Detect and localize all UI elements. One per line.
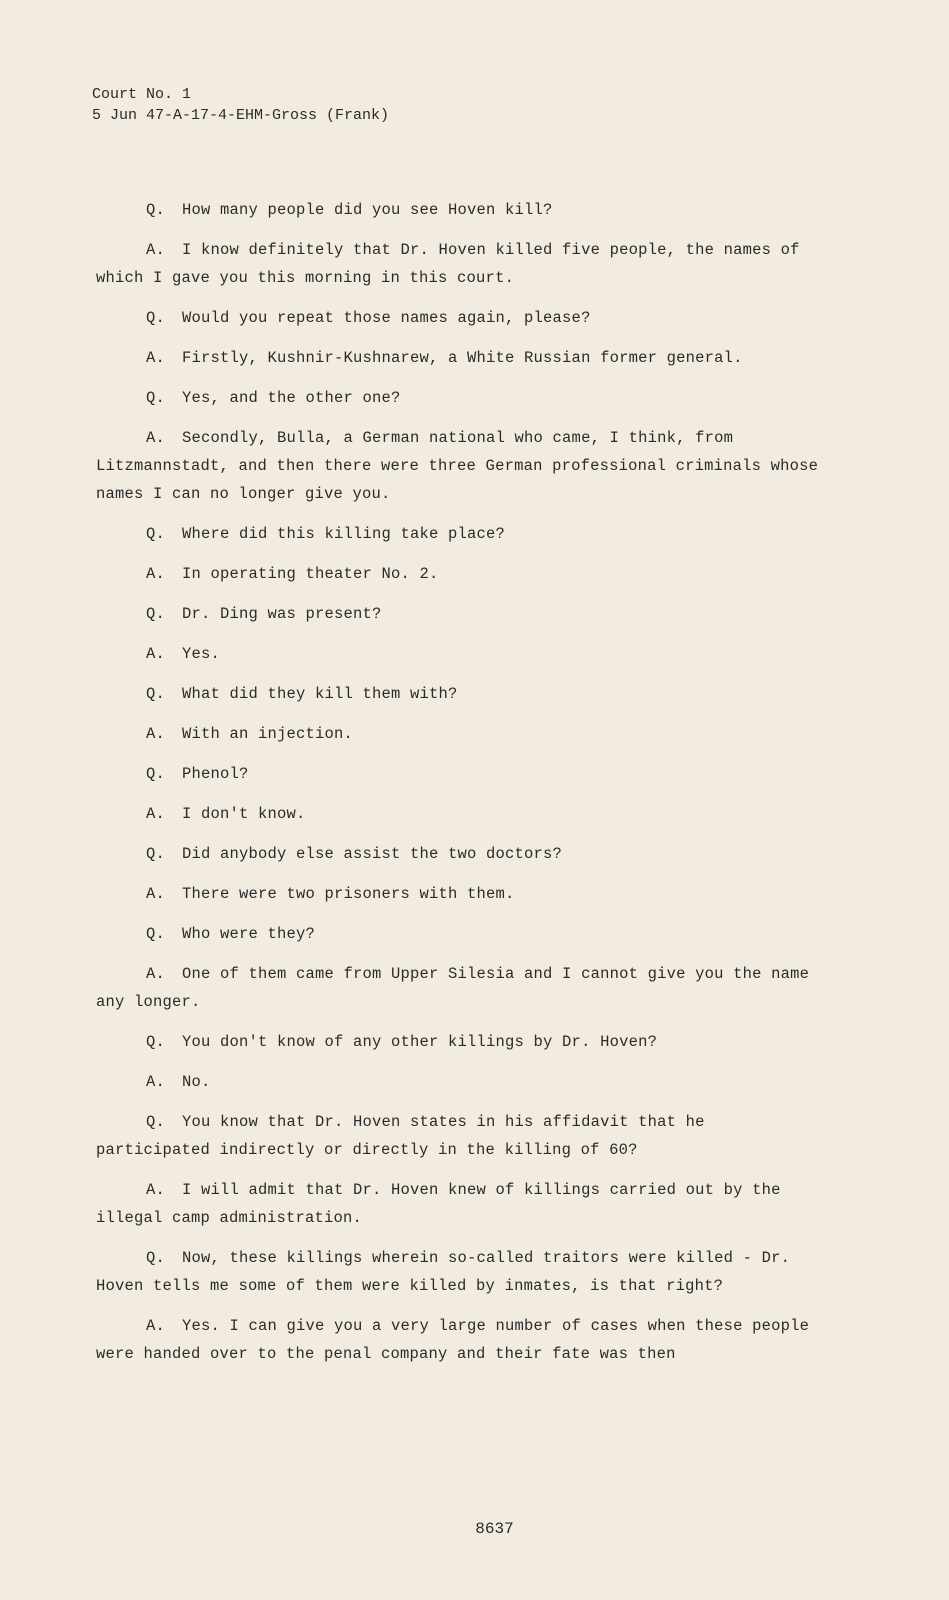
question-paragraph [96,920,826,948]
paragraph-text: Firstly, Kushnir-Kushnarew, a White Russian former general. [182,349,743,367]
speaker-label: Q. [146,1249,166,1267]
speaker-label: Q. [146,1113,166,1131]
speaker-label: Q. [146,845,166,863]
paragraph-text: One of them came from Upper Silesia and I cannot give you the name any longer. [96,965,810,1011]
question-paragraph [96,840,826,868]
session-reference: 5 Jun 47-A-17-4-EHM-Gross (Frank) [92,107,390,124]
answer-paragraph [96,880,826,908]
paragraph-text: No. [182,1073,211,1091]
paragraph-text: Where did this killing take place? [182,525,506,543]
speaker-label: Q. [146,685,166,703]
speaker-label: Q. [146,201,166,219]
paragraph-text: I don't know. [182,805,306,823]
speaker-label: A. [146,965,166,983]
paragraph-text: Secondly, Bulla, a German national who came, I think, from Litzmannstadt, and then there were three German professional criminals whose names I can no longer give you. [96,429,819,503]
speaker-label: Q. [146,389,166,407]
speaker-label: Q. [146,309,166,327]
paragraph-text: Now, these killings wherein so-called traitors were killed - Dr. Hoven tells me some of them were killed by inmates, is that right? [96,1249,791,1295]
speaker-label: Q. [146,605,166,623]
speaker-label: Q. [146,765,166,783]
question-paragraph [96,760,826,788]
speaker-label: Q. [146,1033,166,1051]
speaker-label: Q. [146,525,166,543]
paragraph-text: Phenol? [182,765,249,783]
question-paragraph [96,1028,826,1056]
paragraph-text: How many people did you see Hoven kill? [182,201,553,219]
question-paragraph [96,520,826,548]
speaker-label: A. [146,241,166,259]
page-number: 8637 [475,1520,514,1538]
document-header [92,84,389,126]
paragraph-text: Yes. [182,645,221,663]
answer-paragraph [96,424,826,508]
speaker-label: A. [146,349,166,367]
speaker-label: A. [146,885,166,903]
speaker-label: A. [146,1317,166,1335]
paragraph-text: I know definitely that Dr. Hoven killed five people, the names of which I gave you this morning in this court. [96,241,800,287]
paragraph-text: There were two prisoners with them. [182,885,515,903]
paragraph-text: Who were they? [182,925,316,943]
answer-paragraph [96,560,826,588]
paragraph-text: Yes. I can give you a very large number of cases when these people were handed over to the penal company and their fate was then [96,1317,810,1363]
paragraph-text: Did anybody else assist the two doctors? [182,845,563,863]
question-paragraph [96,1108,826,1164]
paragraph-text: I will admit that Dr. Hoven knew of killings carried out by the illegal camp administration. [96,1181,781,1227]
question-paragraph [96,304,826,332]
question-paragraph [96,600,826,628]
question-paragraph [96,680,826,708]
speaker-label: A. [146,1181,166,1199]
paragraph-text: You don't know of any other killings by Dr. Hoven? [182,1033,658,1051]
paragraph-text: Would you repeat those names again, please? [182,309,591,327]
speaker-label: A. [146,645,166,663]
paragraph-text: What did they kill them with? [182,685,458,703]
answer-paragraph [96,1068,826,1096]
paragraph-text: With an injection. [182,725,354,743]
court-number: Court No. 1 [92,86,192,103]
answer-paragraph [96,720,826,748]
answer-paragraph [96,1176,826,1232]
speaker-label: A. [146,725,166,743]
speaker-label: A. [146,805,166,823]
answer-paragraph [96,960,826,1016]
speaker-label: Q. [146,925,166,943]
paragraph-text: In operating theater No. 2. [182,565,439,583]
transcript-body [96,196,826,1380]
answer-paragraph [96,800,826,828]
paragraph-text: Yes, and the other one? [182,389,401,407]
speaker-label: A. [146,565,166,583]
paragraph-text: Dr. Ding was present? [182,605,382,623]
answer-paragraph [96,236,826,292]
question-paragraph [96,1244,826,1300]
question-paragraph [96,196,826,224]
question-paragraph [96,384,826,412]
answer-paragraph [96,640,826,668]
answer-paragraph [96,344,826,372]
paragraph-text: You know that Dr. Hoven states in his affidavit that he participated indirectly or directly in the killing of 60? [96,1113,705,1159]
answer-paragraph [96,1312,826,1368]
speaker-label: A. [146,429,166,447]
speaker-label: A. [146,1073,166,1091]
